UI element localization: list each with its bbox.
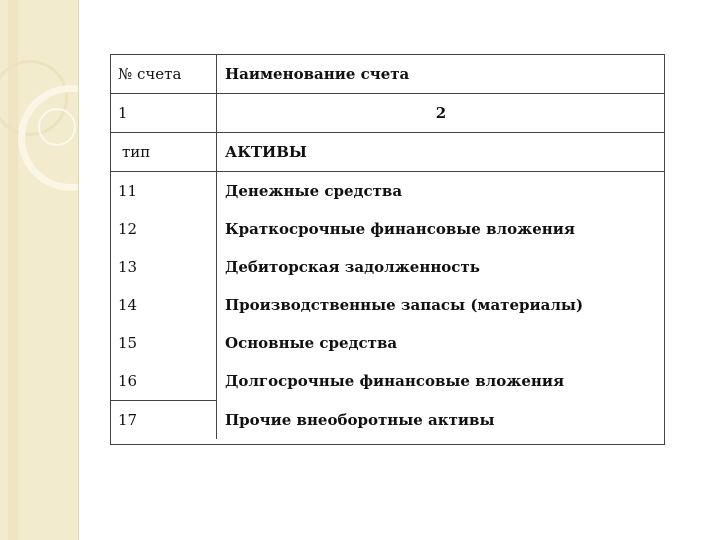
table-row [110,362,665,401]
account-name: Краткосрочные финансовые вложения [225,220,575,238]
account-number: 16 [110,362,217,401]
accounts-table [110,54,665,439]
index-col-2: 2 [217,94,666,133]
account-name: Основные средства [225,334,398,352]
account-number: 14 [110,286,217,324]
decorative-side-strip [0,0,79,540]
type-value: АКТИВЫ [217,133,666,172]
header-account-name: Наименование счета [217,55,666,94]
table-index-row [110,94,665,133]
table-row [110,210,665,248]
table-type-row [110,133,665,172]
account-number: 13 [110,248,217,286]
index-col-1: 1 [110,94,217,133]
account-number: 12 [110,210,217,248]
header-account-number: № счета [110,55,217,94]
account-number: 11 [110,172,217,211]
account-number: 15 [110,324,217,362]
table-row [110,324,665,362]
table-row [110,401,665,440]
table-row [110,172,665,211]
table-row [110,286,665,324]
account-name: Производственные запасы (материалы) [225,296,584,314]
account-number: 17 [110,401,217,440]
account-name: Денежные средства [225,182,403,200]
decorative-ring [38,108,76,146]
account-name: Дебиторская задолженность [225,258,480,276]
account-name: Долгосрочные финансовые вложения [225,372,565,391]
account-name: Прочие внеоборотные активы [225,410,495,429]
type-label: тип [110,133,217,172]
table-header-row [110,55,665,94]
table-row [110,248,665,286]
